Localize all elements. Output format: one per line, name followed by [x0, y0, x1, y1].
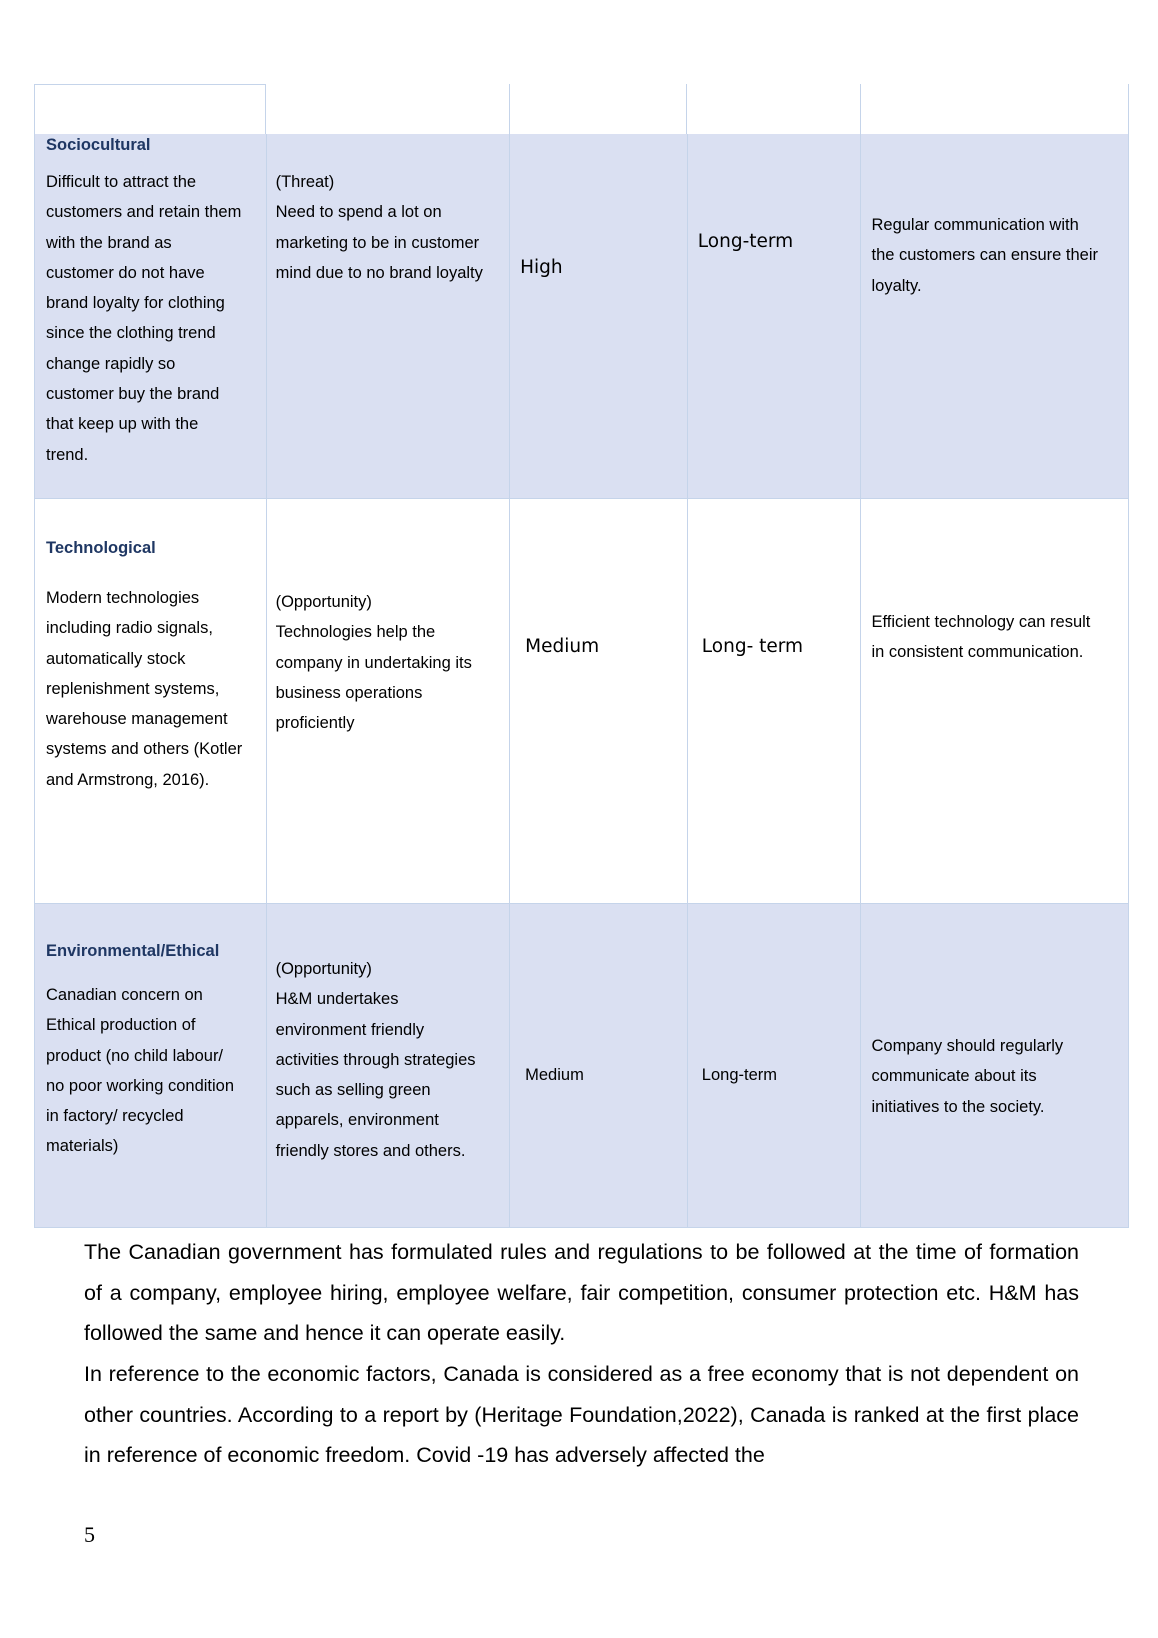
- factor-description: Difficult to attract the customers and retain them with the brand as customer do not have brand loyalty for clothing since the clothing trend change rapidly so customer buy the brand that keep up with the trend.: [46, 173, 242, 464]
- recommendation-text: Efficient technology can result in consistent communication.: [871, 613, 1091, 662]
- body-paragraph: The Canadian government has formulated rules and regulations to be followed at the time of formation of a company, employee hiring, employee welfare, fair competition, consumer protection etc. H&M has followed the same and hence it can operate easily.: [84, 1240, 1079, 1345]
- page-number: 5: [84, 1522, 95, 1547]
- impact-cell: [510, 499, 688, 903]
- table-top-row: [34, 84, 1129, 134]
- implication-text: (Opportunity) Technologies help the company in undertaking its business operations proficiently: [275, 593, 472, 733]
- implication-text: (Threat) Need to spend a lot on marketing to be in customer mind due to no brand loyalty: [275, 173, 483, 282]
- factor-cell: [35, 134, 267, 498]
- impact-value: High: [520, 257, 563, 278]
- table-row-technological: [34, 498, 1129, 903]
- recommendation-cell: [861, 904, 1128, 1227]
- factor-title: Technological: [46, 539, 156, 557]
- timeframe-value: Long- term: [701, 636, 804, 657]
- recommendation-text: Regular communication with the customers can ensure their loyalty.: [871, 216, 1099, 295]
- timeframe-value: Long-term: [701, 1066, 777, 1084]
- factor-cell: [35, 904, 267, 1227]
- factor-description: Canadian concern on Ethical production of product (no child labour/ no poor working condition in factory/ recycled materials): [46, 986, 235, 1156]
- timeframe-value: Long-term: [697, 231, 794, 252]
- factor-cell: [35, 499, 267, 903]
- recommendation-cell: [861, 499, 1128, 903]
- table-cell: [266, 84, 510, 134]
- implication-cell: [267, 134, 511, 498]
- table-row-sociocultural: [34, 134, 1129, 498]
- implication-text: (Opportunity) H&M undertakes environment friendly activities through strategies such as selling green apparels, environment friendly stores and others.: [275, 960, 476, 1160]
- timeframe-cell: [688, 904, 862, 1227]
- table-cell: [34, 84, 266, 134]
- impact-value: Medium: [525, 636, 600, 657]
- factor-title: Environmental/Ethical: [46, 942, 220, 960]
- impact-cell: [510, 134, 688, 498]
- timeframe-cell: [688, 499, 862, 903]
- timeframe-cell: [688, 134, 862, 498]
- pestel-table: [34, 84, 1129, 1228]
- impact-value: Medium: [525, 1066, 584, 1084]
- table-row-environmental: [34, 903, 1129, 1228]
- implication-cell: [267, 904, 511, 1227]
- factor-title: Sociocultural: [46, 136, 151, 154]
- table-cell: [687, 84, 861, 134]
- implication-cell: [267, 499, 511, 903]
- body-paragraph: In reference to the economic factors, Canada is considered as a free economy that is not dependent on other countries. According to a report by (Heritage Foundation,2022), Canada is ranked at the first place in reference of economic freedom. Covid -19 has adversely affected the: [84, 1362, 1079, 1467]
- recommendation-cell: [861, 134, 1128, 498]
- impact-cell: [510, 904, 688, 1227]
- table-cell: [861, 84, 1128, 134]
- recommendation-text: Company should regularly communicate about its initiatives to the society.: [871, 1037, 1064, 1116]
- factor-description: Modern technologies including radio signals, automatically stock replenishment systems, warehouse management systems and others (Kotler and Armstrong, 2016).: [46, 589, 243, 789]
- table-cell: [510, 84, 688, 134]
